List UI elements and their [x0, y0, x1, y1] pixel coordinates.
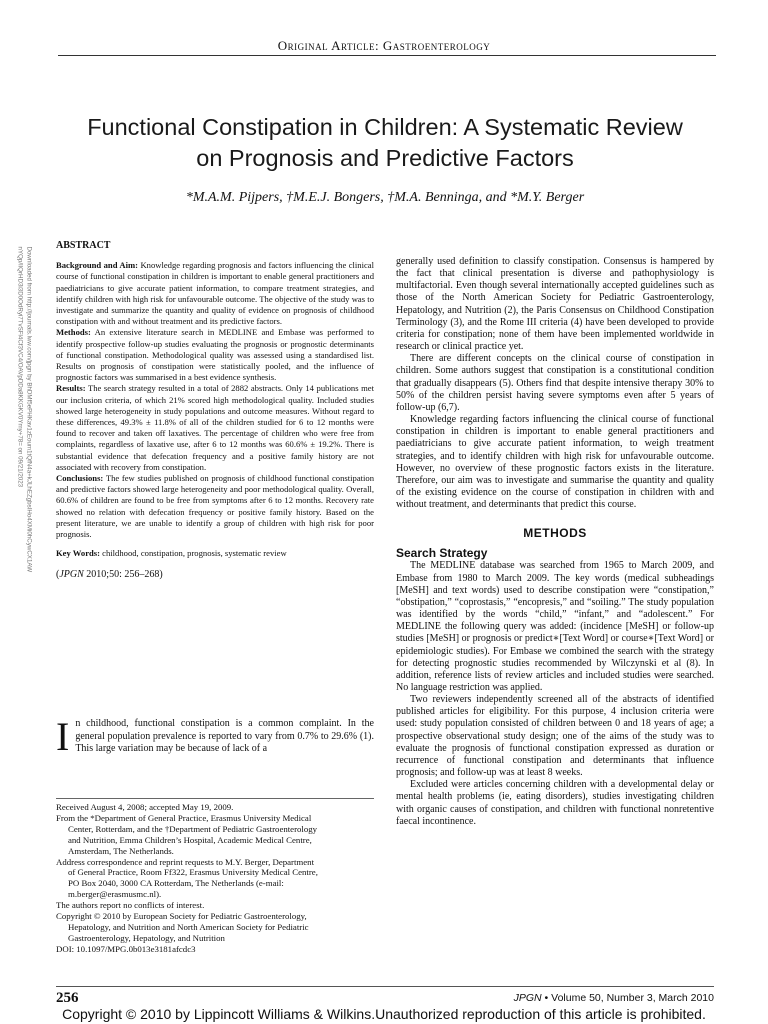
- footnote-line: m.berger@erasmusmc.nl).: [68, 889, 162, 900]
- citation-details: 2010;50: 256–268): [83, 569, 163, 581]
- journal-name: JPGN: [513, 992, 542, 1004]
- footnote-line: and Nutrition, Emma Children’s Hospital, Academic Medical Centre,: [68, 834, 312, 845]
- footnote-line: Center, Rotterdam, and the †Department of Pediatric Gastroenterology: [68, 823, 318, 834]
- article-title: [40, 112, 730, 174]
- results-label: Results:: [56, 383, 86, 394]
- footnote-line: Received August 4, 2008; accepted May 19, 2009.: [56, 802, 234, 812]
- keywords: [56, 548, 374, 559]
- intro-paragraph: [56, 714, 374, 759]
- header-rule: [58, 55, 716, 56]
- body-paragraph: Knowledge regarding factors influencing the clinical course of functional constipation in children is important to enable general practitioners and paediatricians to give accurate patient information, to weigh treatment strategies, and to identify children with high risk for unfavourable outcome. However, no overview of these prognostic factors exists in the literature. Therefore, our aim was to investigate and summarise the quantity and quality of the existing evidence on the course of constipation in children with and without treatment, and determinants that predict this course.: [396, 414, 714, 511]
- footnote-line: Hepatology, and Nutrition and North American Society for Pediatric: [68, 921, 309, 932]
- citation-journal: JPGN: [59, 569, 84, 581]
- section-header: Original Article: Gastroenterology: [277, 38, 491, 53]
- footnote-line: DOI: 10.1097/MPG.0b013e3181afcdc3: [56, 943, 196, 954]
- citation: (JPGN 2010;50: 256–268): [56, 569, 163, 581]
- abstract-methods: [56, 327, 374, 383]
- background-text: Knowledge regarding prognosis and factors influencing the clinical course of functional constipation in children is important to enable general practitioners and paediatricians to give accurate patient information, to compare treatment strategies, and identify children with high risk for unfavourable outcome. The objective of the study was to investigate and summarize the quantity and quality of evidence on prognosis of childhood constipation with and without treatment and its predictive factors.: [56, 260, 374, 327]
- abstract-heading: ABSTRACT: [56, 240, 111, 251]
- author-list: *M.A.M. Pijpers, †M.E.J. Bongers, †M.A. Benninga, and *M.Y. Berger: [185, 190, 585, 205]
- footnote-rule: [56, 798, 374, 799]
- drop-cap: I: [56, 714, 70, 759]
- results-text: The search strategy resulted in a total of 2882 abstracts. Only 14 publications met our inclusion criteria, of which 21% scored high methodological quality. Included studies showed large heterogeneity in study populations and outcome measures. Without regard to these differences, 49.3% ± 11.8% of all of the children studied for 6 to 12 months were found to recover and taken off laxatives. The percentage of children who were free from complaints, regardless of laxative use, after 6 to 12 months was 60.6% ± 19.2%. There is substantial evidence that defecation frequency and a positive family history are not associated with recovery from constipation.: [56, 383, 374, 472]
- page-number: 256: [56, 990, 79, 1006]
- download-watermark: Downloaded from http://journals.lww.com/jpgn by BhDMf5ePHKav1zEoum1tQfN4a+kJLhEZgbsIHo4XMi0hCywCX1AW nYQp/IlQrHD3i3D0OdRyi7TvSFl4Cf3VC4/OAVpDDa8KKGKV0Ymy+78= on 09/21/2023: [17, 246, 33, 573]
- copyright-banner: Copyright © 2010 by Lippincott Williams & Wilkins.Unauthorized reproduction of this article is prohibited.: [62, 1006, 706, 1022]
- footnote-line: Gastroenterology, Hepatology, and Nutrition: [68, 932, 225, 943]
- title-line-1: Functional Constipation in Children: A Systematic Review: [87, 114, 683, 140]
- footnotes: [56, 802, 374, 955]
- footer-rule: [56, 986, 714, 987]
- body-paragraph: The MEDLINE database was searched from 1965 to March 2009, and Embase from 1980 to March 2009. The key words (medical subheadings [MeSH] and text words) used to describe constipation were “constipation,” “obstipation,” “coprostasis,” “encopresis,” and “soiling.” The study population was identified by the words “child,” “infant,” and “adolescent.” For MEDLINE the following query was added: (incidence [MeSH] or follow-up studies [MeSH] or prognosis or predict∗[Text Word] or course∗[Text Word] or epidemiologic studies). For Embase we combined the search with the strategy for detecting prognostic studies recommended by Wilczynski et al (8). In addition, reference lists of review articles and included studies were searched. No language restriction was applied.: [396, 560, 714, 693]
- methods-label: Methods:: [56, 327, 91, 338]
- abstract-conclusions: [56, 473, 374, 540]
- body-paragraph: Excluded were articles concerning children with a developmental delay or mental health problems (ie, eating disorders), studies investigating children with organic causes of constipation, and children with functional nonretentive faecal incontinence.: [396, 779, 714, 827]
- title-line-2: on Prognosis and Predictive Factors: [196, 145, 574, 171]
- abstract-background: [56, 260, 374, 327]
- methods-heading: METHODS: [523, 526, 587, 541]
- journal-footer: [420, 992, 714, 1004]
- footnote-line: From the *Department of General Practice, Erasmus University Medical: [56, 812, 312, 823]
- footnote-line: The authors report no conflicts of interest.: [56, 900, 205, 911]
- keywords-text: childhood, constipation, prognosis, systematic review: [102, 548, 287, 559]
- intro-text: n childhood, functional constipation is a common complaint. In the general population prevalence is reported to vary from 0.7% to 29.6% (1). This large variation may be because of lack of a: [75, 718, 374, 755]
- body-paragraph: Two reviewers independently screened all of the abstracts of identified published articles for eligibility. For this purpose, 4 inclusion criteria were used: study population consisted of children between 0 and 18 years of age; a prospective observational study design; one of the aims of the study was to evaluate the prognosis of functional constipation expressed as duration or recurrence of functional constipation and determinants that influence prognosis; and follow-up was at least 8 weeks.: [396, 694, 714, 779]
- conclusions-text: The few studies published on prognosis of childhood functional constipation and predictive factors showed large heterogeneity and poor methodological quality. Overall, 60.6% of children are found to be free from symptoms after 6 to 12 months. Recovery rate showed no relation with defecation frequency or positive family history. Based on the present literature, we are unable to identify a group of children with high risk for poor prognosis.: [56, 473, 374, 540]
- footnote-line: Amsterdam, The Netherlands.: [68, 845, 174, 856]
- conclusions-label: Conclusions:: [56, 473, 104, 484]
- journal-issue: • Volume 50, Number 3, March 2010: [541, 992, 714, 1004]
- footnote-line: Address correspondence and reprint requests to M.Y. Berger, Department: [56, 856, 315, 867]
- abstract-section: [56, 240, 374, 581]
- body-paragraph: There are different concepts on the clinical course of constipation in children. Some authors suggest that constipation is a constitutional condition that gradually disappears (5). Others find that despite intensive therapy 30% to 50% of the children persist having severe symptoms even after 5 years of follow-up (6,7).: [396, 353, 714, 413]
- body-paragraph: generally used definition to classify constipation. Consensus is hampered by the fact that clinical presentation is diverse and pathophysiology is multifactorial. Even though several internationally accepted guidelines such as those of the North American Society for Pediatric Gastroenterology, Hepatology, and Nutrition (2), the Paris Consensus on Childhood Constipation Terminology (3), and the Rome III criteria (4) have been developed to provide criteria for constipation; none of them have been implemented worldwide in research or clinical practice yet.: [396, 256, 714, 353]
- footnote-line: of General Practice, Room Ff322, Erasmus University Medical Centre,: [68, 867, 318, 878]
- footnote-line: PO Box 2040, 3000 CA Rotterdam, The Netherlands (e-mail:: [68, 878, 284, 889]
- background-label: Background and Aim:: [56, 260, 139, 271]
- search-strategy-heading: Search Strategy: [396, 546, 488, 561]
- footnote-line: Copyright © 2010 by European Society for Pediatric Gastroenterology,: [56, 911, 307, 922]
- keywords-label: Key Words:: [56, 548, 101, 559]
- methods-text: An extensive literature search in MEDLINE and Embase was performed to identify prospective follow-up studies evaluating the prognosis or prognostic determinants of functional constipation. Methodological quality was assessed using a standardised list. Results on prognosis of constipation were statistically pooled, and the influence of prognostic factors was summarised in a best evidence synthesis.: [56, 327, 374, 383]
- abstract-results: [56, 383, 374, 473]
- right-column: [396, 256, 714, 828]
